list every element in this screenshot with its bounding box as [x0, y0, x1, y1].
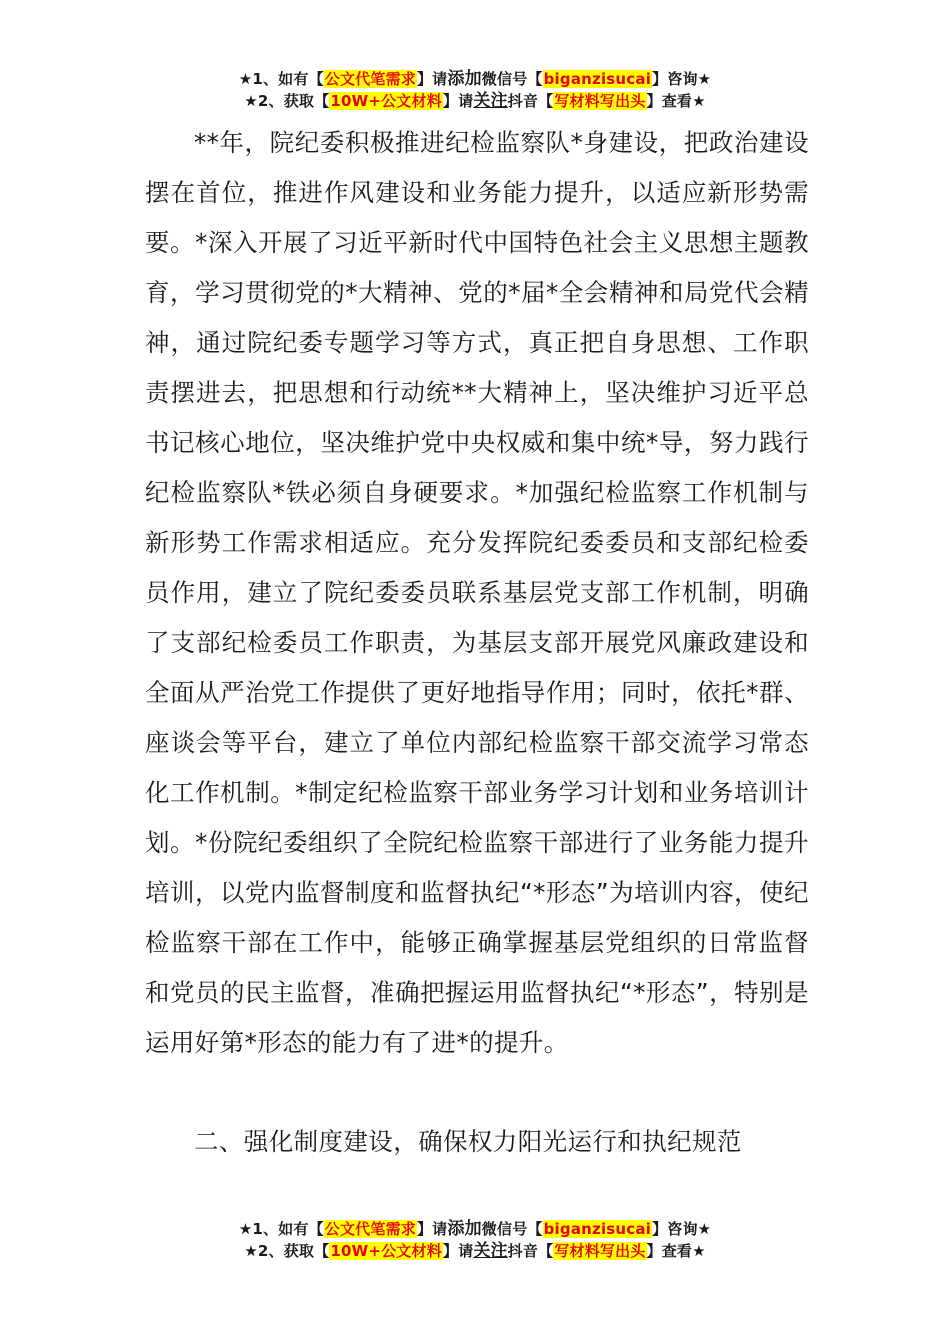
emphasis-text: 关注	[473, 1241, 508, 1261]
banner-line-1	[0, 68, 950, 90]
emphasis-text: 添加	[447, 69, 482, 89]
banner-line-2	[0, 90, 950, 112]
banner-text: 】请	[416, 70, 448, 88]
banner-text: 微信号【	[481, 70, 543, 88]
banner-text: ★1、如有【	[238, 70, 324, 88]
highlight-text: 10W+公文材料	[330, 92, 442, 110]
banner-text: 】查看★	[646, 92, 706, 110]
douyin-id: 写材料写出头	[554, 92, 646, 110]
footer-banner	[0, 1218, 950, 1262]
section-heading: 二、强化制度建设，确保权力阳光运行和执纪规范	[194, 1127, 742, 1156]
highlight-text: 10W+公文材料	[330, 1242, 442, 1260]
banner-line-2	[0, 1240, 950, 1262]
wechat-id: biganzisucai	[543, 70, 652, 88]
banner-text: 】咨询★	[652, 1220, 712, 1238]
banner-text: 】咨询★	[652, 70, 712, 88]
banner-text: ★1、如有【	[238, 1220, 324, 1238]
banner-text: 抖音【	[507, 92, 554, 110]
banner-text: ★2、获取【	[244, 1242, 330, 1260]
banner-text: 微信号【	[481, 1220, 543, 1238]
header-banner	[0, 68, 950, 112]
wechat-id: biganzisucai	[543, 1220, 652, 1238]
banner-line-1	[0, 1218, 950, 1240]
highlight-text: 公文代笔需求	[324, 1220, 416, 1238]
banner-text: ★2、获取【	[244, 92, 330, 110]
emphasis-text: 关注	[473, 91, 508, 111]
emphasis-text: 添加	[447, 1219, 482, 1239]
banner-text: 抖音【	[507, 1242, 554, 1260]
banner-text: 】请	[442, 1242, 474, 1260]
douyin-id: 写材料写出头	[554, 1242, 646, 1260]
document-body	[145, 118, 809, 1068]
banner-text: 】查看★	[646, 1242, 706, 1260]
banner-text: 】请	[416, 1220, 448, 1238]
body-paragraph: **年，院纪委积极推进纪检监察队*身建设，把政治建设摆在首位，推进作风建设和业务能力提升，以适应新形势需要。*深入开展了习近平新时代中国特色社会主义思想主题教育，学习贯彻党的*大精神、党的*届*全会精神和局党代会精神，通过院纪委专题学习等方式，真正把自身思想、工作职责摆进去，把思想和行动统**大精神上，坚决维护习近平总书记核心地位，坚决维护党中央权威和集中统*导，努力践行纪检监察队*铁必须自身硬要求。*加强纪检监察工作机制与新形势工作需求相适应。充分发挥院纪委委员和支部纪检委员作用，建立了院纪委委员联系基层党支部工作机制，明确了支部纪检委员工作职责，为基层支部开展党风廉政建设和全面从严治党工作提供了更好地指导作用；同时，依托*群、座谈会等平台，建立了单位内部纪检监察干部交流学习常态化工作机制。*制定纪检监察干部业务学习计划和业务培训计划。*份院纪委组织了全院纪检监察干部进行了业务能力提升培训，以党内监督制度和监督执纪“*形态”为培训内容，使纪检监察干部在工作中，能够正确掌握基层党组织的日常监督和党员的民主监督，准确把握运用监督执纪“*形态”，特别是运用好第*形态的能力有了进*的提升。	[145, 128, 809, 1057]
banner-text: 】请	[442, 92, 474, 110]
highlight-text: 公文代笔需求	[324, 70, 416, 88]
